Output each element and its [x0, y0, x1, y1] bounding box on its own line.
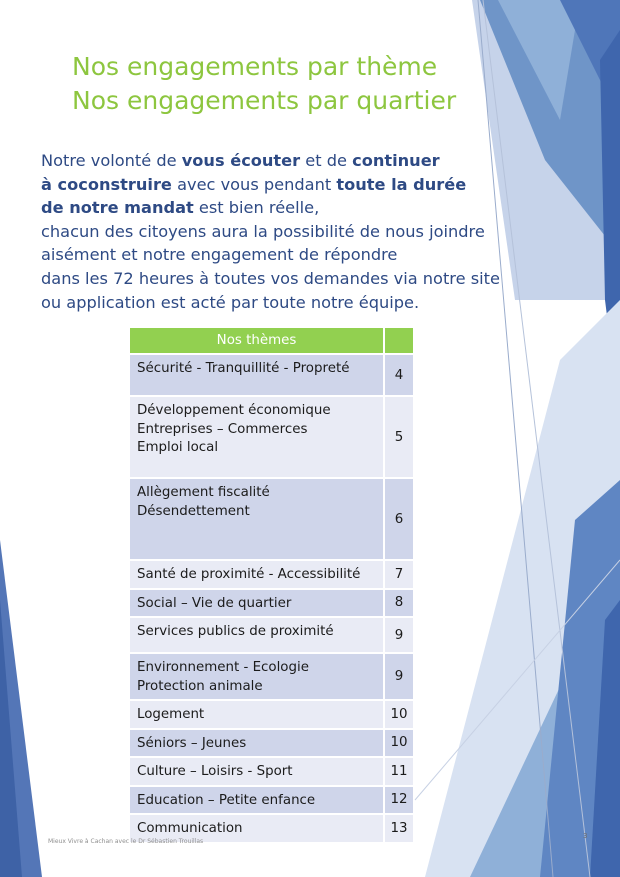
theme-label: Santé de proximité - Accessibilité — [137, 567, 361, 582]
theme-label: Sécurité - Tranquillité - Propreté — [137, 361, 350, 376]
intro-emphasis: continuer — [352, 151, 440, 170]
theme-label: Services publics de proximité — [137, 624, 334, 639]
table-row — [130, 700, 413, 729]
table-row — [130, 396, 413, 478]
table-row — [130, 757, 413, 786]
page-number: 3 — [583, 832, 588, 840]
intro-line — [41, 196, 521, 220]
intro-line — [41, 291, 521, 315]
theme-cell — [130, 757, 384, 786]
theme-label: Entreprises – Commerces — [137, 421, 308, 437]
title-themes: Nos engagements par thème — [72, 52, 438, 81]
theme-page-number: 4 — [384, 354, 413, 396]
theme-page-number: 5 — [384, 396, 413, 478]
theme-label: Développement économique — [137, 403, 331, 418]
intro-line — [41, 173, 521, 197]
theme-label: Séniors – Jeunes — [137, 735, 247, 751]
theme-page-number: 7 — [384, 560, 413, 589]
intro-text: aisément et notre engagement de répondre — [41, 245, 398, 265]
table-row — [130, 589, 413, 618]
theme-label: Environnement - Ecologie — [137, 660, 309, 675]
intro-text: est bien réelle, — [193, 198, 320, 218]
theme-label: Communication — [137, 821, 243, 836]
theme-label: Désendettement — [137, 503, 250, 519]
intro-emphasis: vous écouter — [181, 151, 301, 170]
table-row — [130, 560, 413, 589]
theme-cell — [130, 354, 384, 396]
intro-emphasis: toute la durée — [336, 174, 467, 194]
theme-page-number: 6 — [384, 478, 413, 560]
theme-cell — [130, 560, 384, 589]
theme-label: Social – Vie de quartier — [137, 595, 292, 611]
theme-page-number: 11 — [384, 757, 413, 786]
table-row — [130, 653, 413, 700]
table-row — [130, 617, 413, 653]
theme-label: Education – Petite enfance — [137, 792, 316, 808]
theme-page-number: 9 — [384, 653, 413, 700]
intro-line — [41, 243, 521, 267]
table-header-row — [130, 328, 413, 354]
intro-text: ou application est acté par toute notre équipe. — [41, 292, 420, 312]
theme-page-number: 10 — [384, 700, 413, 729]
intro-emphasis: de notre mandat — [41, 198, 194, 218]
table-body — [130, 354, 413, 843]
table-row — [130, 729, 413, 758]
theme-cell — [130, 617, 384, 653]
theme-page-number: 12 — [384, 786, 413, 815]
theme-cell — [130, 700, 384, 729]
theme-label: Protection animale — [137, 678, 263, 694]
table-row — [130, 786, 413, 815]
intro-line — [41, 267, 521, 291]
intro-line — [41, 220, 521, 244]
theme-page-number: 9 — [384, 617, 413, 653]
intro-text: et de — [300, 151, 353, 170]
theme-cell — [130, 729, 384, 758]
theme-page-number: 13 — [384, 814, 413, 843]
intro-emphasis: à coconstruire — [41, 174, 172, 194]
page-titles — [72, 50, 456, 118]
theme-cell — [130, 478, 384, 560]
table-row — [130, 478, 413, 560]
theme-page-number: 8 — [384, 589, 413, 618]
themes-table — [130, 328, 413, 844]
theme-label: Logement — [137, 707, 205, 722]
table-row — [130, 354, 413, 396]
intro-text: dans les 72 heures à toutes vos demandes via notre site — [41, 268, 500, 288]
table-header-page — [384, 328, 413, 354]
theme-cell — [130, 589, 384, 618]
theme-label: Emploi local — [137, 440, 219, 455]
theme-cell — [130, 653, 384, 700]
intro-line — [41, 149, 521, 173]
theme-page-number: 10 — [384, 729, 413, 758]
theme-label: Culture – Loisirs - Sport — [137, 764, 293, 779]
theme-cell — [130, 396, 384, 478]
intro-text: avec vous pendant — [171, 174, 337, 194]
intro-text: Notre volonté de — [41, 151, 182, 170]
footer-text: Mieux Vivre à Cachan avec le Dr Sébastien Trouillas — [48, 838, 204, 845]
intro-text: chacun des citoyens aura la possibilité de nous joindre — [41, 221, 485, 241]
table-header-themes: Nos thèmes — [130, 328, 384, 354]
theme-label: Allègement fiscalité — [137, 485, 270, 500]
intro-paragraph — [41, 149, 521, 314]
theme-cell — [130, 786, 384, 815]
title-quartiers: Nos engagements par quartier — [72, 86, 457, 115]
